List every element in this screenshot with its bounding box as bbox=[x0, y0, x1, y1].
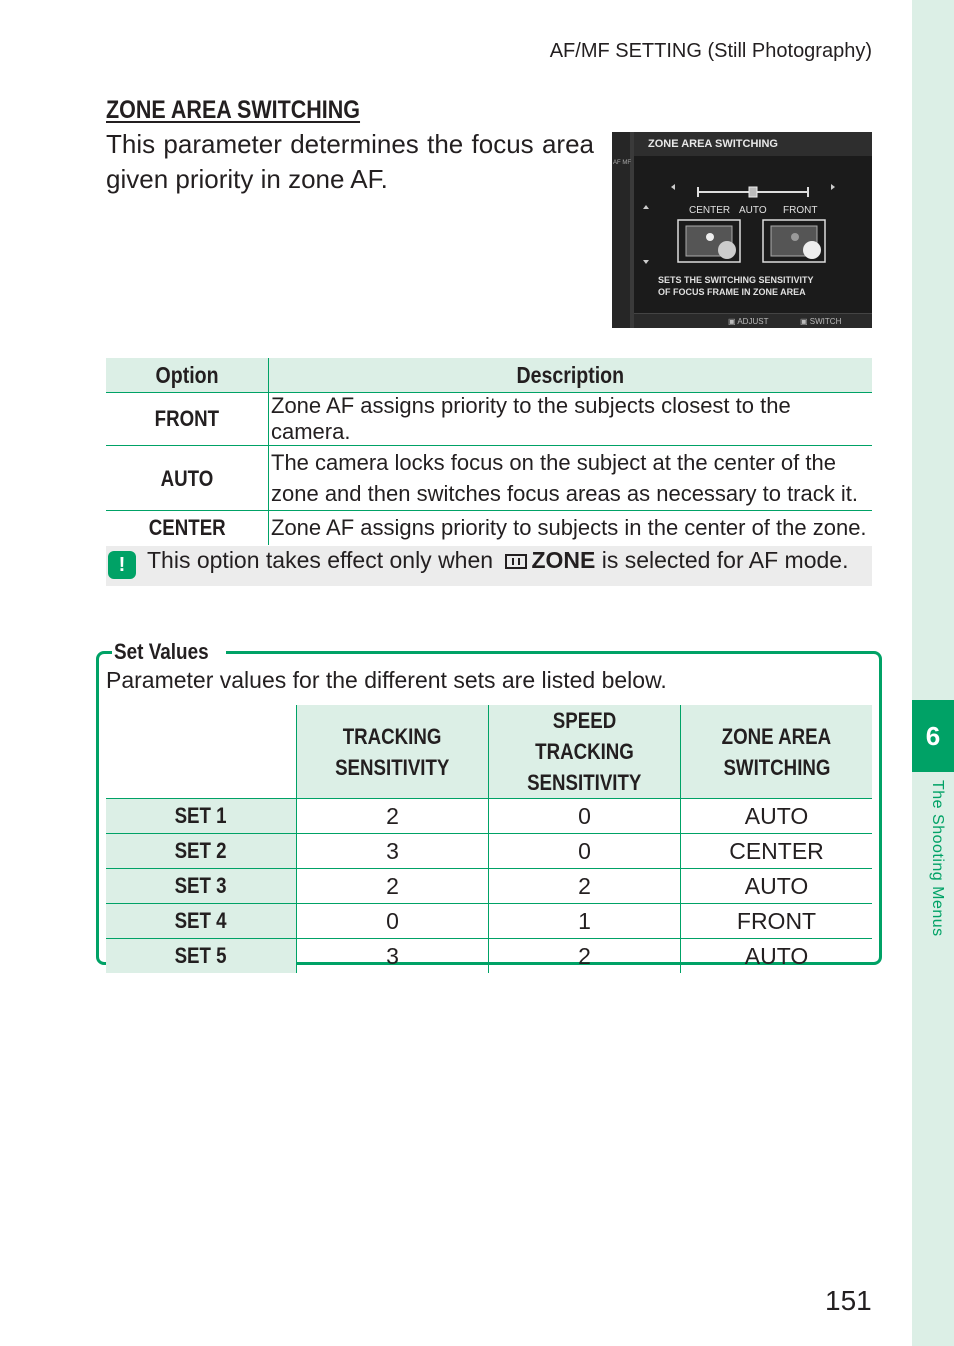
caution-note bbox=[106, 546, 872, 586]
switch-button-icon: ▣ bbox=[800, 317, 808, 326]
camera-help-text bbox=[658, 274, 814, 298]
zone-switching-value: CENTER bbox=[681, 834, 873, 869]
option-table bbox=[106, 358, 872, 545]
note-text-after: is selected for AF mode. bbox=[601, 547, 849, 573]
option-center-description: Zone AF assigns priority to subjects in the center of the zone. bbox=[271, 515, 867, 540]
option-center: CENTER bbox=[106, 511, 269, 546]
tracking-value: 2 bbox=[297, 799, 489, 834]
table-row bbox=[106, 904, 872, 939]
set-name: SET 2 bbox=[106, 834, 297, 869]
camera-help-line-2: OF FOCUS FRAME IN ZONE AREA bbox=[658, 287, 806, 297]
adjust-label: ADJUST bbox=[737, 317, 769, 326]
adjust-button-hint bbox=[728, 317, 768, 326]
switch-label: SWITCH bbox=[809, 317, 842, 326]
section-title: ZONE AREA SWITCHING bbox=[106, 96, 361, 124]
zone-left-subject-large bbox=[718, 241, 736, 259]
speed-tracking-value: 2 bbox=[489, 869, 681, 904]
camera-screen-graphics bbox=[612, 132, 872, 328]
note-highlight: ZONE bbox=[531, 547, 596, 573]
speed-tracking-value: 0 bbox=[489, 834, 681, 869]
option-front-description: Zone AF assigns priority to the subjects closest to the camera. bbox=[269, 393, 873, 446]
header-option: Option bbox=[106, 358, 269, 393]
set-table-header bbox=[106, 705, 872, 799]
zone-right-subject-large bbox=[803, 241, 821, 259]
table-row bbox=[106, 869, 872, 904]
zone-left-subject-small bbox=[706, 233, 714, 241]
slider-thumb bbox=[749, 187, 757, 197]
set-values-table bbox=[106, 705, 872, 973]
switch-button-hint bbox=[800, 317, 841, 326]
camera-label-auto: AUTO bbox=[739, 205, 767, 216]
chapter-label: The Shooting Menus bbox=[929, 780, 946, 937]
set-name: SET 1 bbox=[106, 799, 297, 834]
adjust-button-icon: ▣ bbox=[728, 317, 736, 326]
zone-switching-value: AUTO bbox=[681, 939, 873, 974]
tracking-value: 0 bbox=[297, 904, 489, 939]
camera-label-center: CENTER bbox=[689, 205, 731, 216]
caution-icon: ! bbox=[108, 551, 136, 579]
running-header: AF/MF SETTING (Still Photography) bbox=[549, 40, 872, 62]
table-row bbox=[106, 799, 872, 834]
table-row bbox=[106, 393, 872, 446]
speed-tracking-value: 0 bbox=[489, 799, 681, 834]
caution-note-text bbox=[147, 547, 848, 574]
option-auto-description: The camera locks focus on the subject at the center of the zone and then switches focus areas as necessary to track it. bbox=[269, 446, 873, 511]
set-values-title: Set Values bbox=[112, 639, 226, 665]
chapter-number-tab[interactable]: 6 bbox=[912, 700, 954, 772]
header-description: Description bbox=[269, 358, 873, 393]
zone-switching-value: AUTO bbox=[681, 799, 873, 834]
set-name: SET 4 bbox=[106, 904, 297, 939]
camera-screen-illustration bbox=[612, 132, 872, 328]
table-row bbox=[106, 834, 872, 869]
tracking-value: 2 bbox=[297, 869, 489, 904]
header-blank bbox=[106, 705, 297, 799]
af-mf-badge: AF MF bbox=[613, 160, 631, 166]
left-arrow-icon bbox=[671, 184, 675, 190]
tracking-value: 3 bbox=[297, 939, 489, 974]
header-speed-tracking-sensitivity: SPEED TRACKING SENSITIVITY bbox=[489, 705, 681, 799]
camera-label-front: FRONT bbox=[783, 205, 818, 216]
zone-switching-value: FRONT bbox=[681, 904, 873, 939]
zone-right-subject-small bbox=[791, 233, 799, 241]
section-intro: This parameter determines the focus area given priority in zone AF. bbox=[106, 129, 594, 194]
header-tracking-sensitivity: TRACKING SENSITIVITY bbox=[297, 705, 489, 799]
speed-tracking-value: 2 bbox=[489, 939, 681, 974]
up-arrow-icon bbox=[643, 205, 649, 209]
note-text-before: This option takes effect only when bbox=[147, 547, 494, 573]
table-row bbox=[106, 511, 872, 546]
page-number: 151 bbox=[825, 1285, 872, 1316]
down-arrow-icon bbox=[643, 260, 649, 264]
set-values-intro: Parameter values for the different sets are listed below. bbox=[106, 667, 667, 693]
camera-help-line-1: SETS THE SWITCHING SENSITIVITY bbox=[658, 275, 814, 285]
zone-af-icon bbox=[505, 554, 527, 569]
tracking-value: 3 bbox=[297, 834, 489, 869]
camera-menu-title: ZONE AREA SWITCHING bbox=[648, 138, 778, 150]
speed-tracking-value: 1 bbox=[489, 904, 681, 939]
option-auto: AUTO bbox=[106, 446, 269, 511]
table-row bbox=[106, 939, 872, 974]
zone-switching-value: AUTO bbox=[681, 869, 873, 904]
set-name: SET 5 bbox=[106, 939, 297, 974]
header-zone-area-switching: ZONE AREA SWITCHING bbox=[681, 705, 873, 799]
right-arrow-icon bbox=[831, 184, 835, 190]
table-row bbox=[106, 446, 872, 511]
option-table-header bbox=[106, 358, 872, 393]
chapter-side-tab bbox=[912, 0, 954, 1346]
option-front: FRONT bbox=[106, 393, 269, 446]
set-name: SET 3 bbox=[106, 869, 297, 904]
